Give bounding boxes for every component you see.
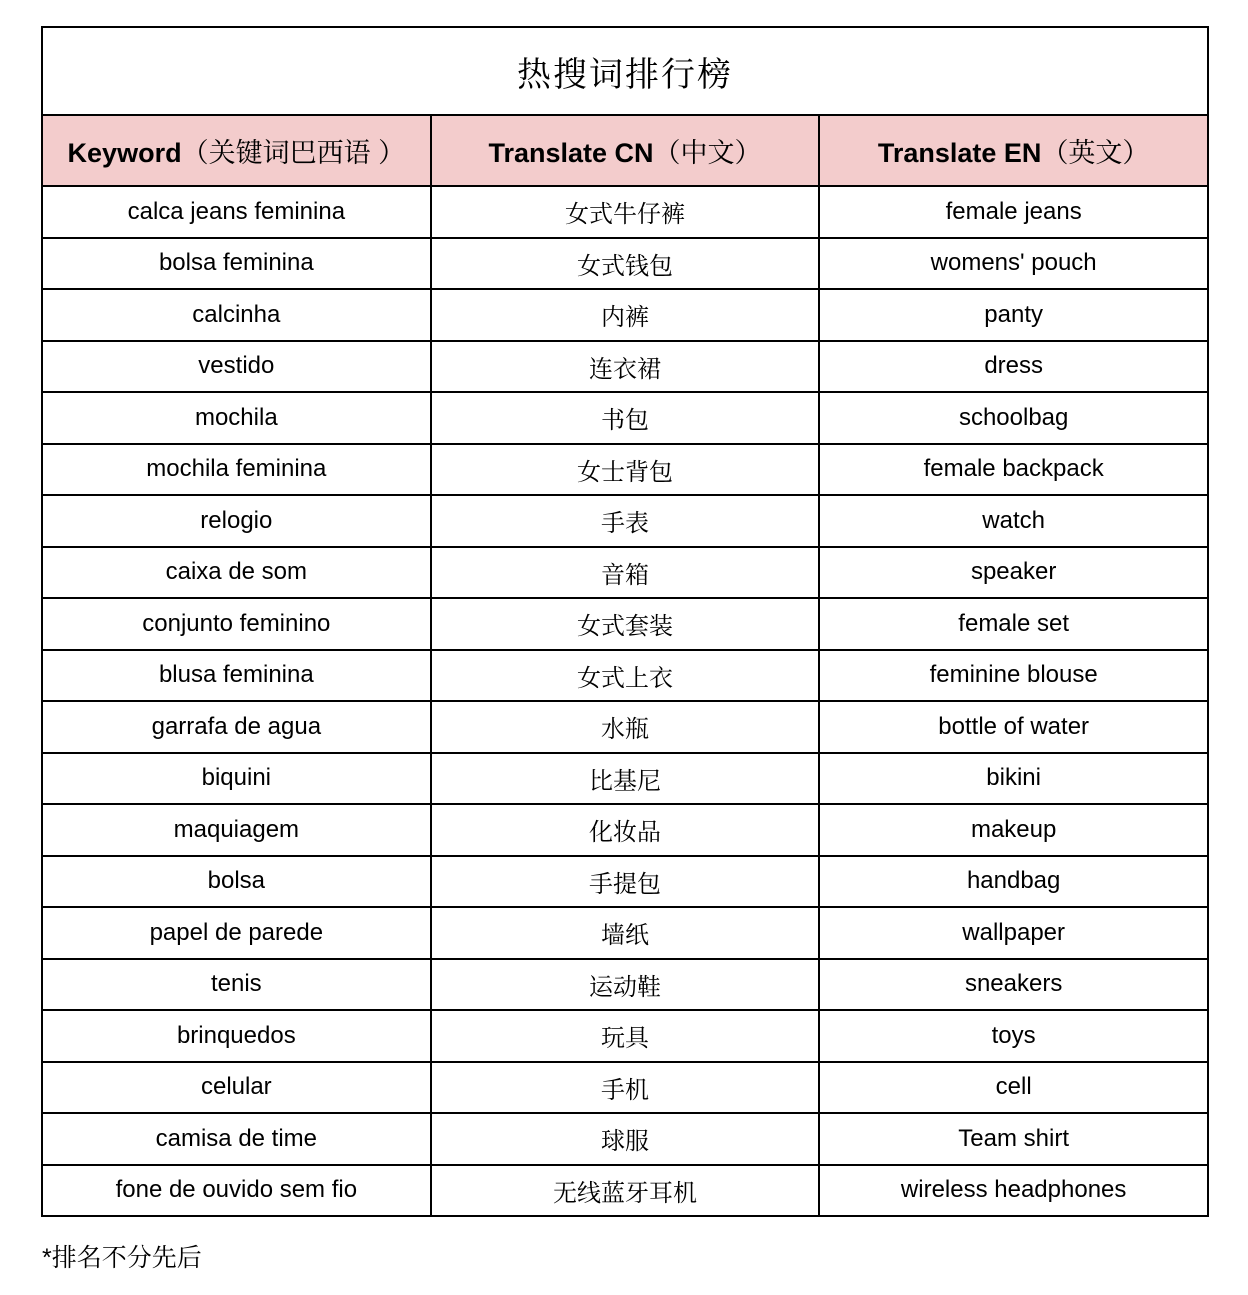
cell-translate-en: female set	[819, 598, 1208, 650]
cell-translate-en: wireless headphones	[819, 1165, 1208, 1217]
cell-translate-en: sneakers	[819, 959, 1208, 1011]
cell-translate-en: schoolbag	[819, 392, 1208, 444]
header-label: Translate CN	[488, 138, 654, 168]
table-row	[42, 959, 1208, 1011]
cell-keyword: vestido	[42, 341, 431, 393]
table-row	[42, 1113, 1208, 1165]
table-row	[42, 804, 1208, 856]
table-row	[42, 547, 1208, 599]
footnote: *排名不分先后	[42, 1244, 202, 1272]
cell-translate-cn: 女式套装	[431, 598, 820, 650]
table-row	[42, 341, 1208, 393]
cell-keyword: papel de parede	[42, 907, 431, 959]
cell-translate-en: bikini	[819, 753, 1208, 805]
cell-translate-cn: 内裤	[431, 289, 820, 341]
cell-translate-cn: 手表	[431, 495, 820, 547]
table-row	[42, 1062, 1208, 1114]
column-header-keyword	[42, 115, 431, 186]
hot-search-keywords-table	[41, 26, 1209, 1217]
table-row	[42, 650, 1208, 702]
cell-keyword: bolsa feminina	[42, 238, 431, 290]
table-row	[42, 1165, 1208, 1217]
cell-translate-cn: 手机	[431, 1062, 820, 1114]
cell-translate-cn: 无线蓝牙耳机	[431, 1165, 820, 1217]
cell-translate-en: cell	[819, 1062, 1208, 1114]
table-row	[42, 186, 1208, 238]
cell-translate-cn: 女式钱包	[431, 238, 820, 290]
cell-translate-en: female backpack	[819, 444, 1208, 496]
header-label-cn: （关键词巴西语 ）	[181, 138, 406, 168]
cell-translate-en: female jeans	[819, 186, 1208, 238]
cell-translate-en: feminine blouse	[819, 650, 1208, 702]
header-label: Keyword	[67, 138, 182, 168]
cell-keyword: caixa de som	[42, 547, 431, 599]
cell-translate-cn: 球服	[431, 1113, 820, 1165]
column-header-translate-cn	[431, 115, 820, 186]
header-label: Translate EN	[877, 138, 1042, 168]
cell-translate-cn: 女士背包	[431, 444, 820, 496]
cell-translate-en: wallpaper	[819, 907, 1208, 959]
cell-translate-en: watch	[819, 495, 1208, 547]
cell-keyword: calca jeans feminina	[42, 186, 431, 238]
header-label-cn: （中文）	[653, 138, 762, 168]
column-header-translate-en	[819, 115, 1208, 186]
table-row	[42, 444, 1208, 496]
cell-keyword: garrafa de agua	[42, 701, 431, 753]
table-row	[42, 753, 1208, 805]
header-label-cn: （英文）	[1041, 138, 1150, 168]
cell-translate-en: womens' pouch	[819, 238, 1208, 290]
cell-translate-cn: 音箱	[431, 547, 820, 599]
cell-translate-en: Team shirt	[819, 1113, 1208, 1165]
table-row	[42, 289, 1208, 341]
cell-keyword: brinquedos	[42, 1010, 431, 1062]
cell-keyword: biquini	[42, 753, 431, 805]
table-row	[42, 856, 1208, 908]
cell-keyword: blusa feminina	[42, 650, 431, 702]
table-row	[42, 238, 1208, 290]
table-row	[42, 495, 1208, 547]
cell-translate-cn: 化妆品	[431, 804, 820, 856]
cell-keyword: calcinha	[42, 289, 431, 341]
table-row	[42, 907, 1208, 959]
cell-keyword: camisa de time	[42, 1113, 431, 1165]
table-row	[42, 392, 1208, 444]
table-row	[42, 598, 1208, 650]
cell-keyword: mochila	[42, 392, 431, 444]
cell-keyword: relogio	[42, 495, 431, 547]
cell-translate-cn: 书包	[431, 392, 820, 444]
header-row	[42, 115, 1208, 186]
cell-translate-en: toys	[819, 1010, 1208, 1062]
cell-translate-en: makeup	[819, 804, 1208, 856]
cell-translate-en: panty	[819, 289, 1208, 341]
cell-keyword: fone de ouvido sem fio	[42, 1165, 431, 1217]
cell-keyword: celular	[42, 1062, 431, 1114]
cell-translate-en: speaker	[819, 547, 1208, 599]
cell-translate-cn: 女式上衣	[431, 650, 820, 702]
cell-translate-cn: 运动鞋	[431, 959, 820, 1011]
cell-keyword: mochila feminina	[42, 444, 431, 496]
cell-translate-en: bottle of water	[819, 701, 1208, 753]
cell-translate-cn: 比基尼	[431, 753, 820, 805]
cell-translate-en: dress	[819, 341, 1208, 393]
cell-translate-cn: 水瓶	[431, 701, 820, 753]
cell-keyword: bolsa	[42, 856, 431, 908]
table-row	[42, 1010, 1208, 1062]
cell-translate-cn: 玩具	[431, 1010, 820, 1062]
cell-keyword: tenis	[42, 959, 431, 1011]
cell-translate-cn: 女式牛仔裤	[431, 186, 820, 238]
cell-translate-cn: 手提包	[431, 856, 820, 908]
cell-translate-cn: 墙纸	[431, 907, 820, 959]
cell-keyword: maquiagem	[42, 804, 431, 856]
table-row	[42, 701, 1208, 753]
cell-keyword: conjunto feminino	[42, 598, 431, 650]
cell-translate-en: handbag	[819, 856, 1208, 908]
table-title: 热搜词排行榜	[42, 27, 1208, 115]
cell-translate-cn: 连衣裙	[431, 341, 820, 393]
